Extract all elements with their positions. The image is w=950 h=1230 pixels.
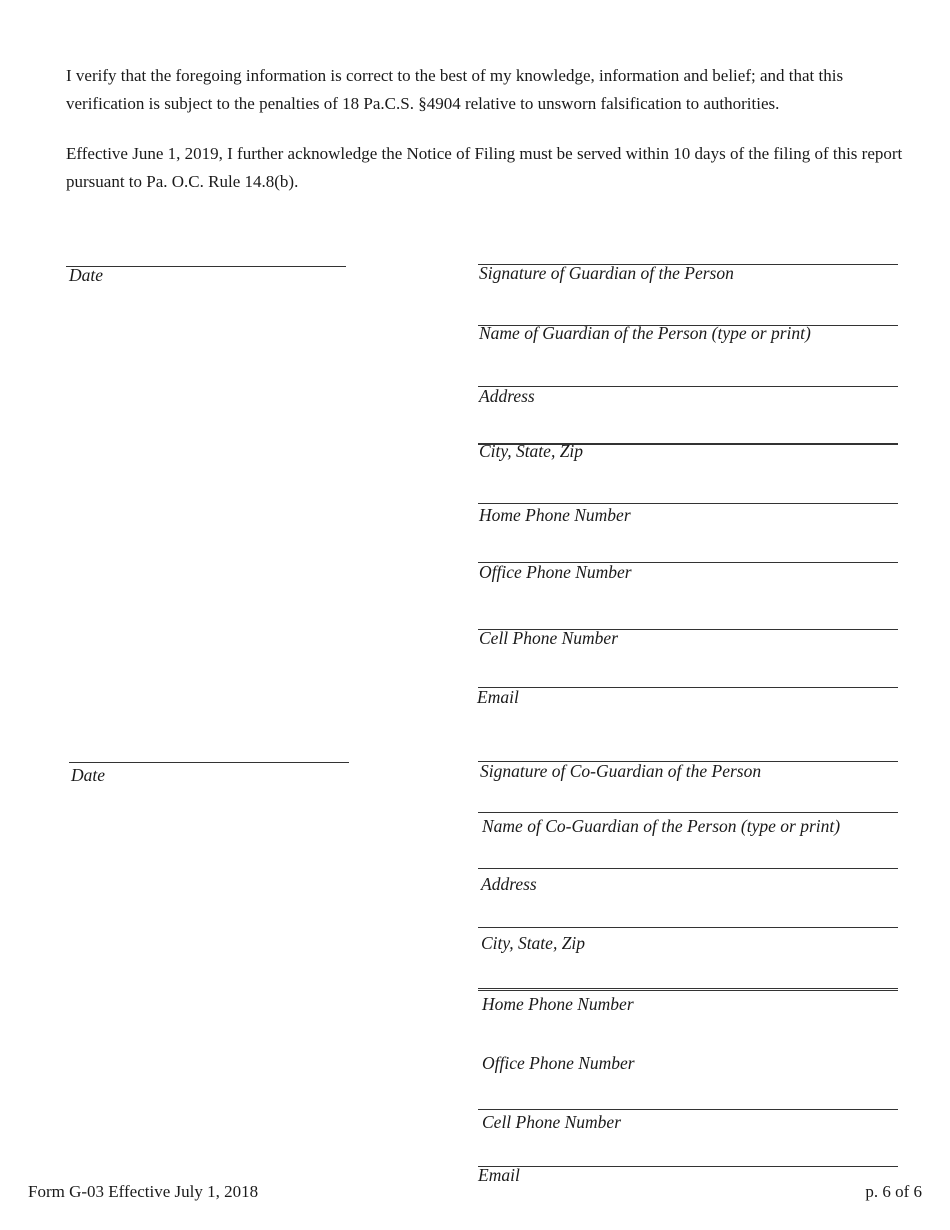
guardian-name-label: Name of Guardian of the Person (type or print) — [479, 323, 811, 343]
coguardian-office-phone-label: Office Phone Number — [482, 1053, 635, 1073]
coguardian-city-label: City, State, Zip — [481, 933, 586, 953]
coguardian-name-label: Name of Co-Guardian of the Person (type or print) — [482, 816, 841, 836]
coguardian-date-line[interactable] — [69, 762, 349, 763]
guardian-date-label: Date — [69, 265, 104, 285]
guardian-signature-label: Signature of Guardian of the Person — [479, 263, 734, 283]
form-identifier: Form G-03 Effective July 1, 2018 — [28, 1182, 259, 1201]
verification-paragraph: I verify that the foregoing information is correct to the best of my knowledge, information and belief; and that this verification is subject to the penalties of 18 Pa.C.S. §4904 relative to unsworn falsification to authorities. — [66, 66, 844, 113]
coguardian-home-phone-line[interactable] — [478, 988, 898, 991]
guardian-home-phone-label: Home Phone Number — [479, 505, 631, 525]
coguardian-email-label: Email — [478, 1165, 520, 1185]
guardian-email-label: Email — [477, 687, 519, 707]
coguardian-name-line[interactable] — [478, 812, 898, 813]
guardian-date-line[interactable] — [66, 266, 346, 267]
page-number: p. 6 of 6 — [865, 1182, 922, 1201]
coguardian-home-phone-label: Home Phone Number — [482, 994, 634, 1014]
coguardian-city-line[interactable] — [478, 927, 898, 928]
guardian-cell-phone-label: Cell Phone Number — [479, 628, 619, 648]
coguardian-address-label: Address — [481, 874, 537, 894]
guardian-address-line[interactable] — [478, 386, 898, 387]
coguardian-cell-phone-line[interactable] — [478, 1109, 898, 1110]
guardian-office-phone-label: Office Phone Number — [479, 562, 632, 582]
coguardian-signature-label: Signature of Co-Guardian of the Person — [480, 761, 762, 781]
coguardian-date-label: Date — [71, 765, 106, 785]
coguardian-cell-phone-label: Cell Phone Number — [482, 1112, 622, 1132]
notice-paragraph: Effective June 1, 2019, I further acknowledge the Notice of Filing must be served within 10 days of the filing of this report pursuant to Pa. O.C. Rule 14.8(b). — [66, 144, 903, 191]
guardian-address-label: Address — [479, 386, 535, 406]
guardian-email-line[interactable] — [478, 687, 898, 688]
coguardian-address-line[interactable] — [478, 868, 898, 869]
guardian-home-phone-line[interactable] — [478, 503, 898, 504]
guardian-city-label: City, State, Zip — [479, 441, 584, 461]
coguardian-email-line[interactable] — [478, 1166, 898, 1167]
